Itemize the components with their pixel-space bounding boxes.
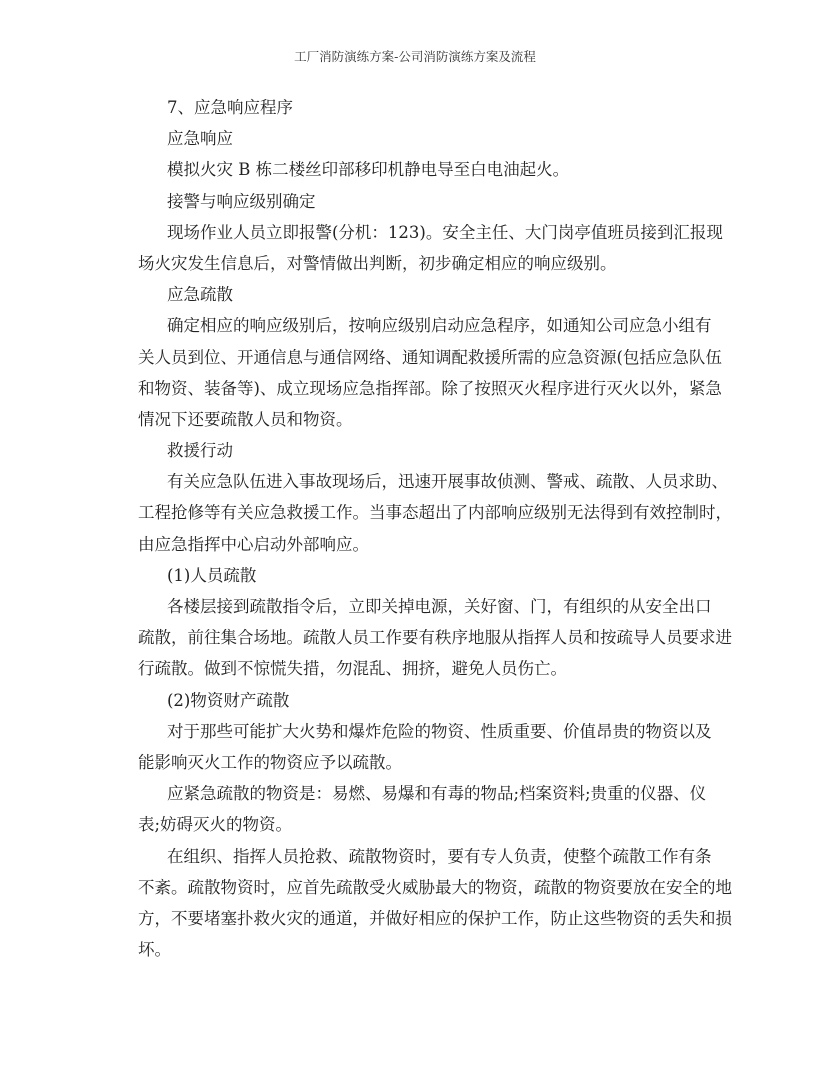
text-line: 行疏散。做到不惊慌失措，勿混乱、拥挤，避免人员伤亡。 [138, 659, 567, 679]
paragraph [138, 186, 694, 217]
text-line: 接警与响应级别确定 [167, 191, 316, 211]
paragraph [138, 466, 732, 560]
text-line: 坏。 [138, 940, 171, 960]
text-line: 各楼层接到疏散指令后，立即关掉电源，关好窗、门，有组织的从安全出口 [167, 597, 712, 616]
paragraph [138, 591, 732, 685]
paragraph [138, 435, 694, 466]
text-line: 救援行动 [167, 441, 233, 461]
text-line: (2)物资财产疏散 [167, 690, 290, 710]
text-line: 表;妨碍灭火的物资。 [138, 815, 293, 835]
paragraph [138, 154, 694, 185]
paragraph [138, 685, 694, 716]
text-line: 场火灾发生信息后，对警情做出判断，初步确定相应的响应级别。 [138, 253, 617, 273]
text-line: 疏散，前往集合场地。疏散人员工作要有秩序地服从指挥人员和按疏导人员要求进 [138, 628, 732, 648]
text-line: 不紊。疏散物资时，应首先疏散受火威胁最大的物资，疏散的物资要放在安全的地 [138, 877, 732, 897]
text-line: 能影响灭火工作的物资应予以疏散。 [138, 752, 402, 772]
text-line: 方，不要堵塞扑救火灾的通道，并做好相应的保护工作，防止这些物资的丢失和损 [138, 908, 732, 928]
text-line: 应急疏散 [167, 285, 233, 305]
text-line: 工程抢修等有关应急救援工作。当事态超出了内部响应级别无法得到有效控制时， [138, 503, 732, 523]
page-header: 工厂消防演练方案-公司消防演练方案及流程 [294, 49, 536, 64]
paragraph [138, 778, 707, 840]
text-line: 和物资、装备等)、成立现场应急指挥部。除了按照灭火程序进行灭火以外，紧急 [138, 378, 722, 398]
text-line: (1)人员疏散 [167, 565, 257, 585]
paragraph [138, 123, 694, 154]
paragraph [138, 217, 723, 279]
paragraph [138, 716, 712, 778]
text-line: 情况下还要疏散人员和物资。 [138, 409, 353, 429]
text-line: 关人员到位、开通信息与通信网络、通知调配救援所需的应急资源(包括应急队伍 [138, 347, 722, 367]
text-line: 应紧急疏散的物资是：易燃、易爆和有毒的物品;档案资料;贵重的仪器、仪 [167, 784, 707, 804]
paragraph [138, 92, 694, 123]
text-line: 应急响应 [167, 129, 233, 149]
text-line: 模拟火灾 B 栋二楼丝印部移印机静电导至白电油起火。 [167, 160, 570, 180]
paragraph [138, 279, 694, 310]
text-line: 现场作业人员立即报警(分机：123)。安全主任、大门岗亭值班员接到汇报现 [167, 222, 723, 242]
paragraph [138, 560, 694, 591]
paragraph [138, 841, 732, 966]
text-line: 7、应急响应程序 [167, 98, 293, 117]
text-line: 确定相应的响应级别后，按响应级别启动应急程序，如通知公司应急小组有 [167, 316, 712, 336]
text-line: 由应急指挥中心启动外部响应。 [138, 534, 369, 554]
paragraph [138, 310, 722, 435]
document-body [138, 92, 732, 965]
text-line: 在组织、指挥人员抢救、疏散物资时，要有专人负责，使整个疏散工作有条 [167, 846, 712, 866]
text-line: 对于那些可能扩大火势和爆炸危险的物资、性质重要、价值昂贵的物资以及 [167, 721, 712, 741]
text-line: 有关应急队伍进入事故现场后，迅速开展事故侦测、警戒、疏散、人员求助、 [167, 472, 728, 492]
